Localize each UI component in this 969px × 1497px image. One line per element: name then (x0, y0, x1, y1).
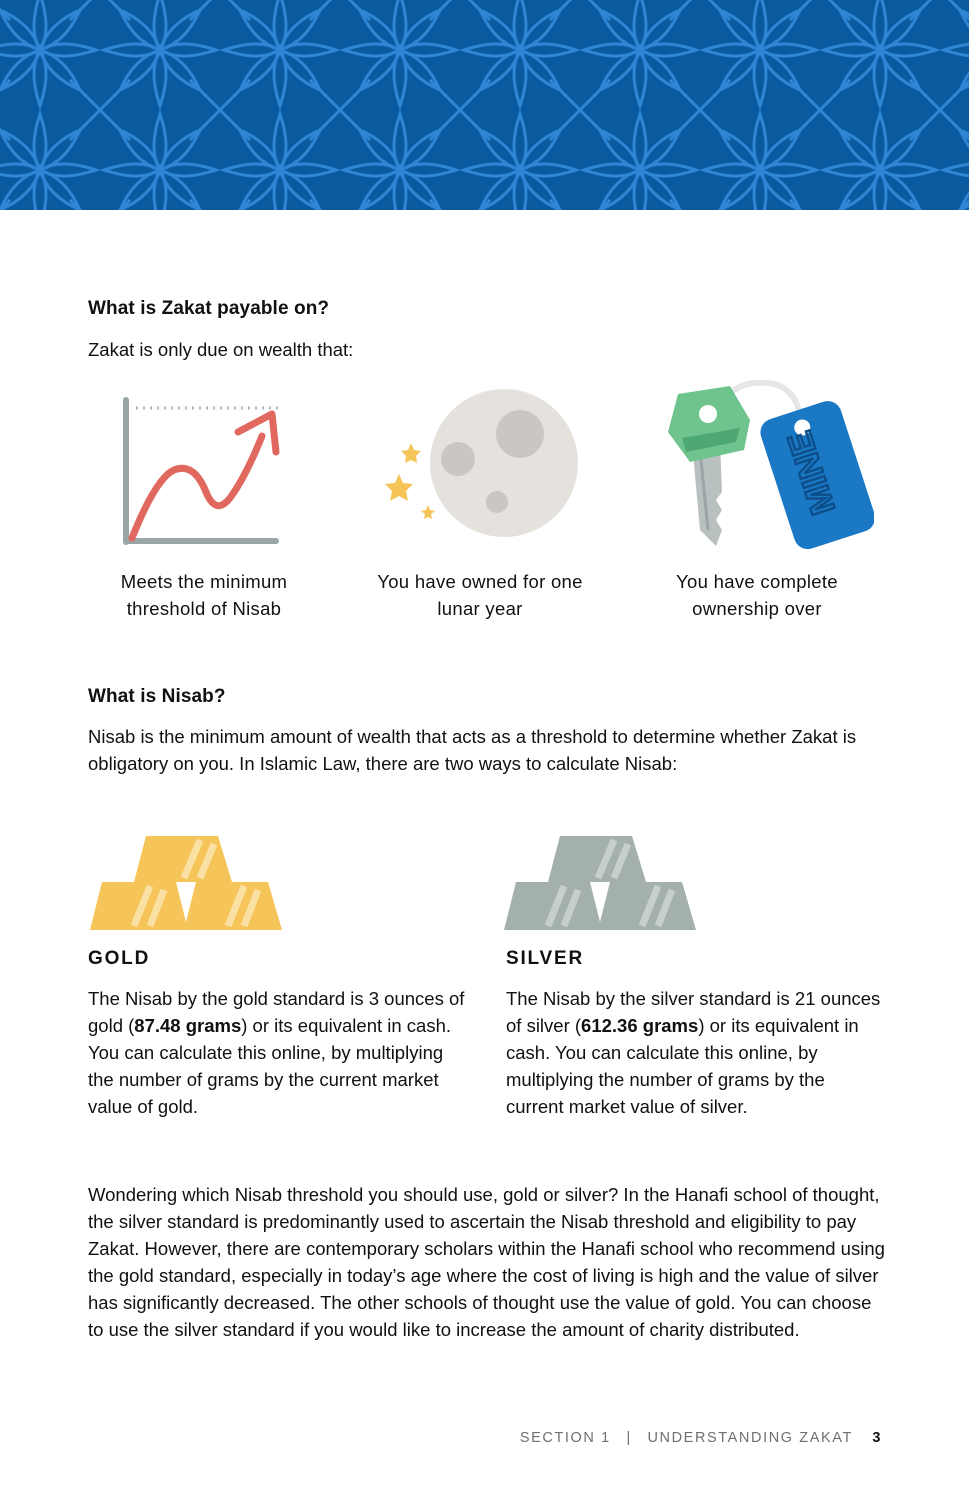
silver-grams: 612.36 grams (581, 1015, 699, 1036)
caption-line: threshold of Nisab (126, 598, 282, 619)
page-footer (520, 1430, 882, 1446)
moon-stars-icon (378, 388, 588, 543)
gold-bars-icon (88, 832, 284, 937)
silver-text-start: The Nisab by the silver standard is 21 ounces of silver ( (506, 988, 881, 1036)
condition-caption-lunar-year (350, 568, 610, 622)
footer-section: SECTION 1 (519, 1430, 611, 1446)
caption-line: You have owned for one (377, 571, 583, 592)
caption-line: Meets the minimum (120, 571, 288, 592)
geometric-pattern-icon (0, 0, 969, 210)
zakat-payable-intro: Zakat is only due on wealth that: (88, 339, 354, 360)
gold-description (88, 985, 468, 1120)
gold-text-start: The Nisab by the gold standard is 3 ounces of gold ( (88, 988, 465, 1036)
caption-line: ownership over (692, 598, 822, 619)
page-number: 3 (872, 1430, 882, 1446)
condition-caption-ownership (637, 568, 877, 622)
gold-text-end: ) or its equivalent in cash. You can calculate this online, by multiplying the number of grams by the current market value of gold. (88, 1015, 452, 1117)
silver-text-end: ) or its equivalent in cash. You can calculate this online, by multiplying the number of grams by the current market value of silver. (506, 1015, 859, 1117)
nisab-guidance-paragraph: Wondering which Nisab threshold you should use, gold or silver? In the Hanafi school of thought, the silver standard is predominantly used to ascertain the Nisab threshold and eligibility to pay Zakat. However, there are contemporary scholars within the Hanafi school who recommend using the gold standard, especially in today’s age where the cost of living is high and the value of silver has significantly decreased. The other schools of thought use the value of gold. You can choose to use the silver standard if you would like to increase the amount of charity distributed. (88, 1184, 885, 1340)
silver-title: SILVER (506, 948, 585, 969)
heading-what-is-nisab: What is Nisab? (88, 686, 226, 707)
footer-separator: | (626, 1430, 632, 1446)
key-tag-icon (664, 380, 874, 555)
caption-line: lunar year (437, 598, 523, 619)
silver-description (506, 985, 886, 1120)
caption-line: You have complete (676, 571, 838, 592)
heading-zakat-payable: What is Zakat payable on? (88, 298, 330, 319)
chart-growth-icon (112, 392, 292, 557)
gold-title: GOLD (88, 948, 151, 969)
gold-grams: 87.48 grams (134, 1015, 242, 1036)
silver-bars-icon (502, 832, 698, 937)
nisab-intro: Nisab is the minimum amount of wealth that acts as a threshold to determine whether Zakat is obligatory on you. In Islamic Law, there are two ways to calculate Nisab: (88, 726, 857, 774)
footer-chapter: UNDERSTANDING ZAKAT (647, 1430, 853, 1446)
tag-text: MINE (780, 426, 843, 520)
header-banner (0, 0, 969, 210)
condition-caption-nisab (84, 568, 324, 622)
